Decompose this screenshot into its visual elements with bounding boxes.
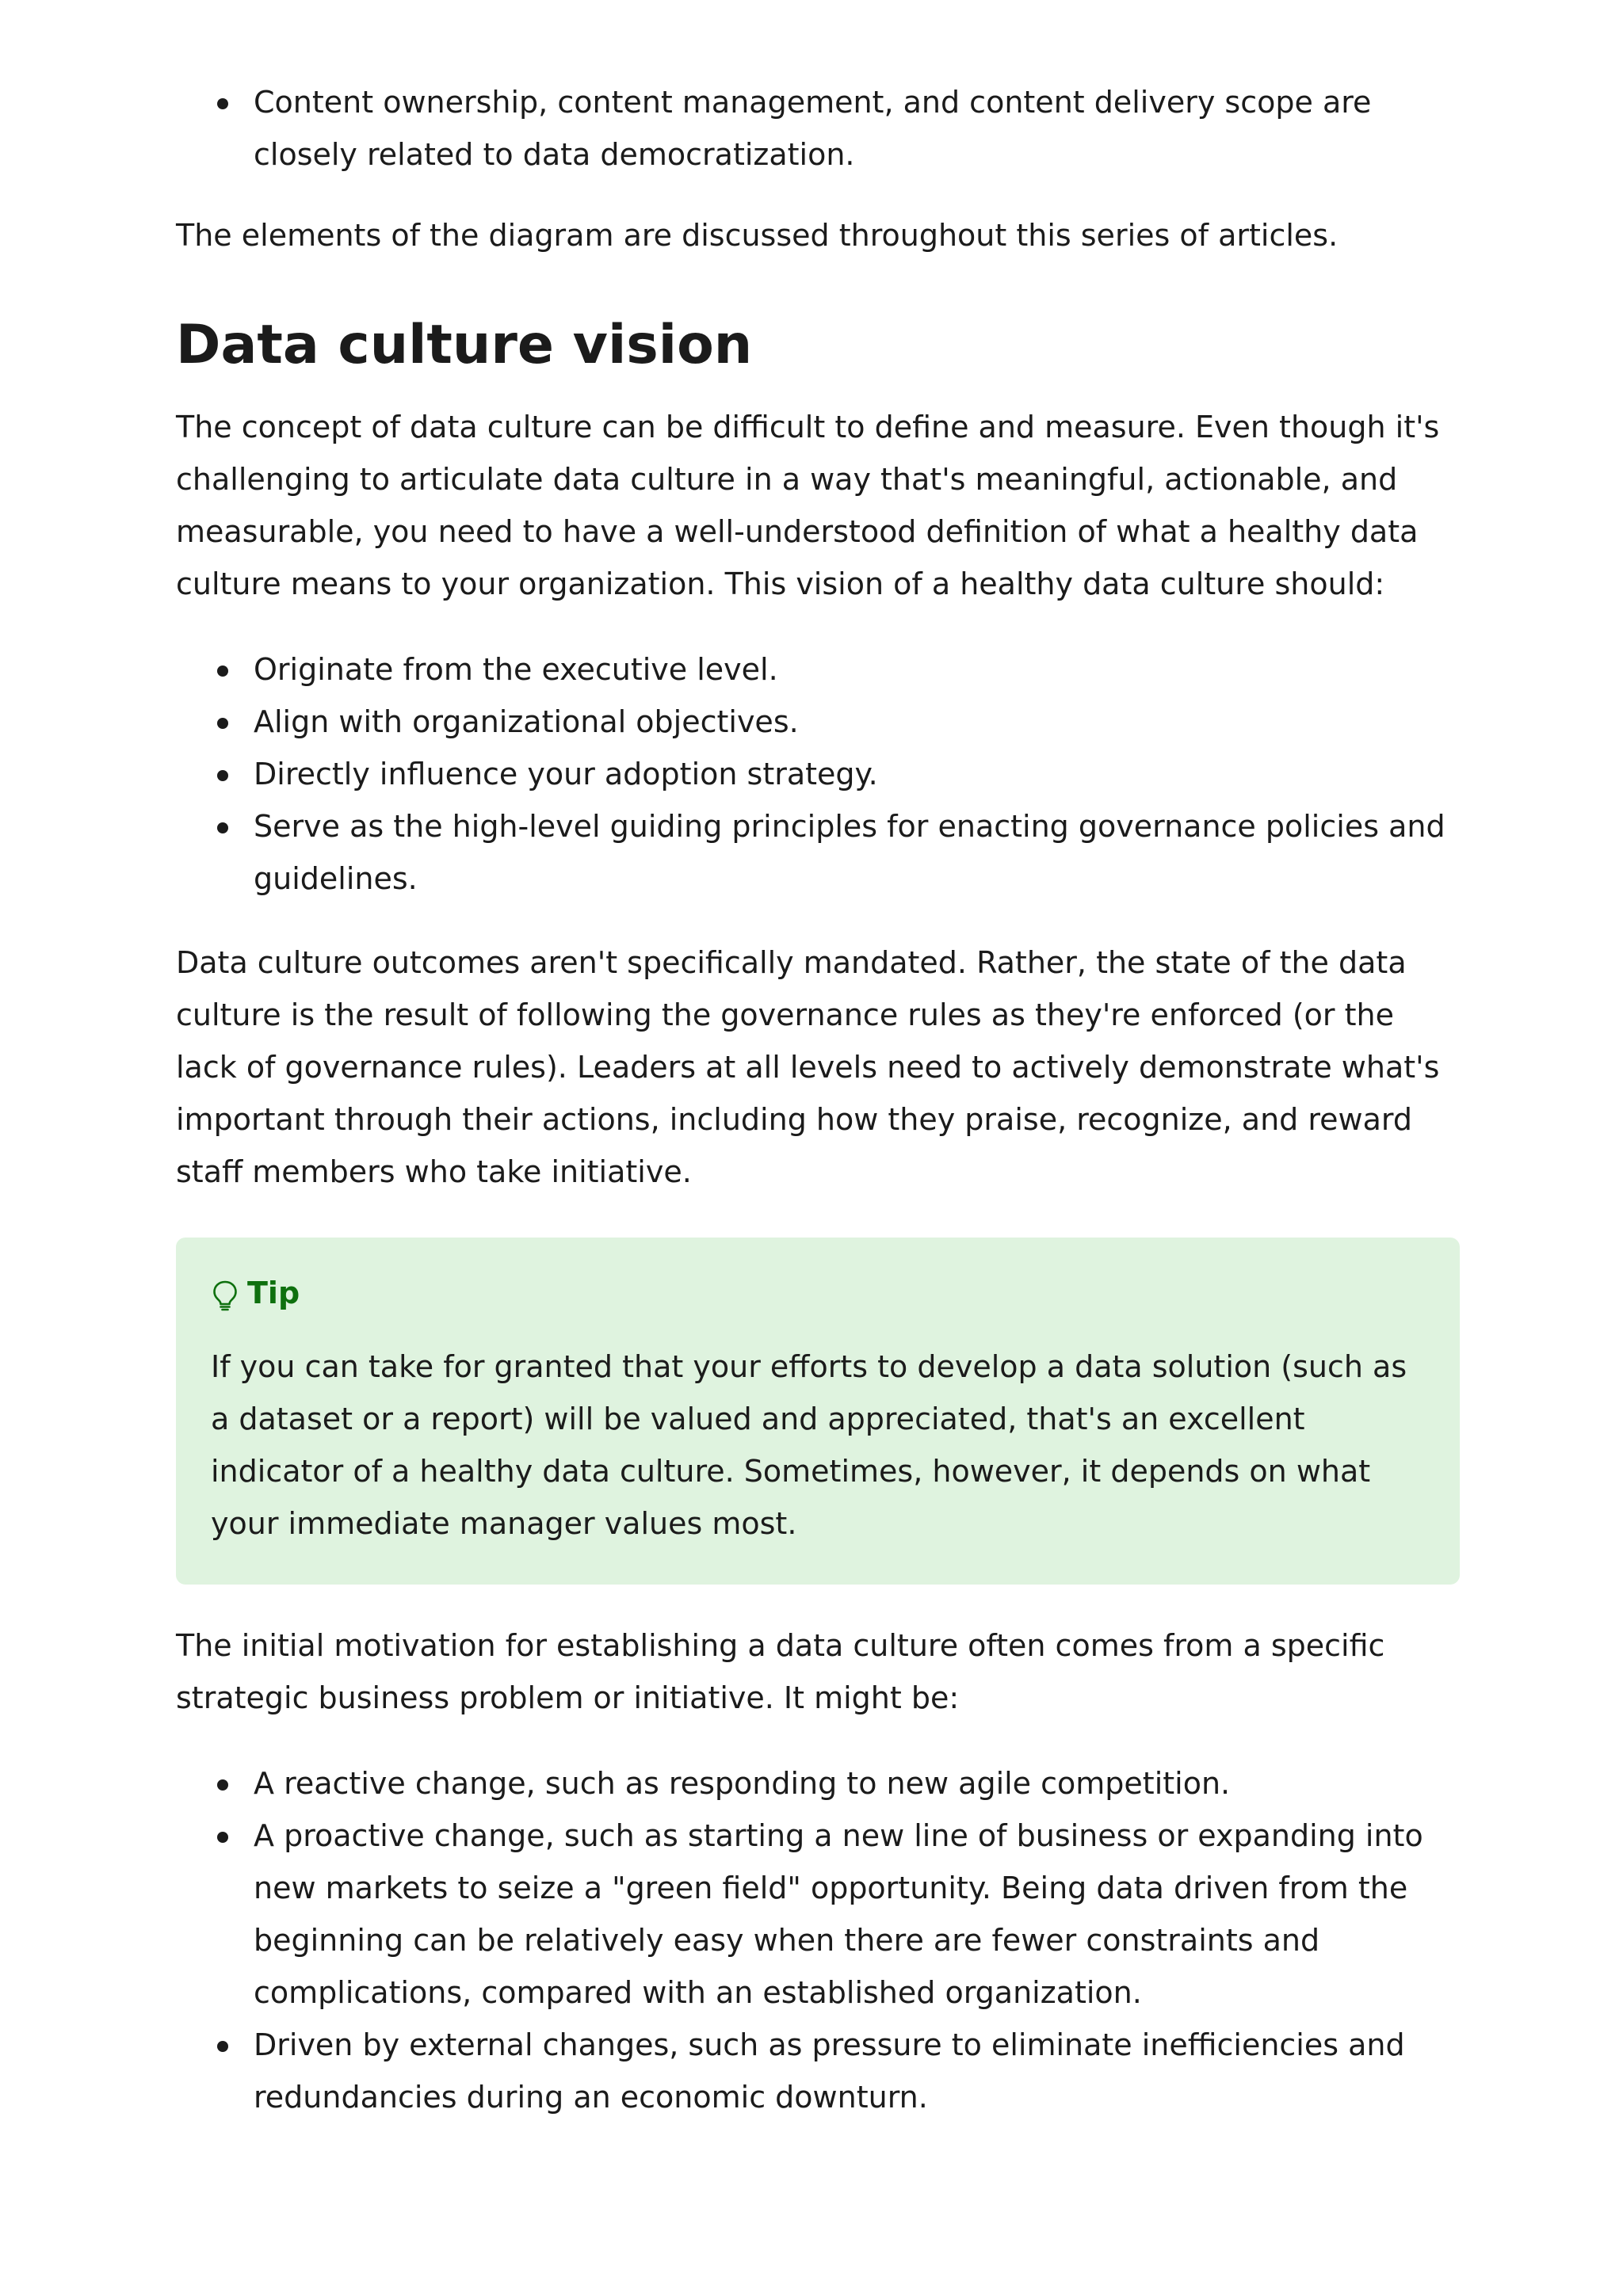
list-item: Driven by external changes, such as pressure to eliminate inefficiencies and redundancies during an economic downturn. <box>254 2019 1460 2123</box>
intro-paragraph: The elements of the diagram are discussed throughout this series of articles. <box>176 218 1338 253</box>
lightbulb-icon <box>211 1277 239 1309</box>
vision-list <box>176 643 1460 905</box>
motivation-paragraph: The initial motivation for establishing a data culture often comes from a specific strategic business problem or initiative. It might be: <box>176 1628 1385 1715</box>
list-item: Align with organizational objectives. <box>254 696 1460 748</box>
tip-callout <box>176 1238 1460 1585</box>
list-item: Directly influence your adoption strategy. <box>254 748 1460 800</box>
list-item: Originate from the executive level. <box>254 643 1460 696</box>
tip-header <box>211 1269 1425 1317</box>
outcomes-paragraph: Data culture outcomes aren't specifically mandated. Rather, the state of the data culture is the result of following the governance rules as they're enforced (or the lack of governance rules). Leaders at all levels need to actively demonstrate what's important through their actions, including how they praise, recognize, and reward staff members who take initiative. <box>176 945 1440 1189</box>
list-item: Serve as the high-level guiding principles for enacting governance policies and guidelines. <box>254 800 1460 905</box>
tip-label: Tip <box>247 1276 300 1310</box>
intro-list <box>176 76 1460 181</box>
motivation-list <box>176 1757 1460 2123</box>
list-item: A reactive change, such as responding to new agile competition. <box>254 1757 1460 1810</box>
section-heading: Data culture vision <box>176 314 753 376</box>
list-item: A proactive change, such as starting a new line of business or expanding into new markets to seize a "green field" opportunity. Being data driven from the beginning can be relatively easy when there are fewer constraints and complications, compared with an established organization. <box>254 1810 1460 2019</box>
article-content <box>176 76 1460 2123</box>
list-item: Content ownership, content management, and content delivery scope are closely related to data democratization. <box>254 76 1460 181</box>
tip-text: If you can take for granted that your efforts to develop a data solution (such as a dataset or a report) will be valued and appreciated, that's an excellent indicator of a healthy data culture. Sometimes, however, it depends on what your immediate manager values most. <box>211 1349 1407 1541</box>
vision-paragraph: The concept of data culture can be difficult to define and measure. Even though it's challenging to articulate data culture in a way that's meaningful, actionable, and measurable, you need to have a well-understood definition of what a healthy data culture means to your organization. This vision of a healthy data culture should: <box>176 410 1440 601</box>
